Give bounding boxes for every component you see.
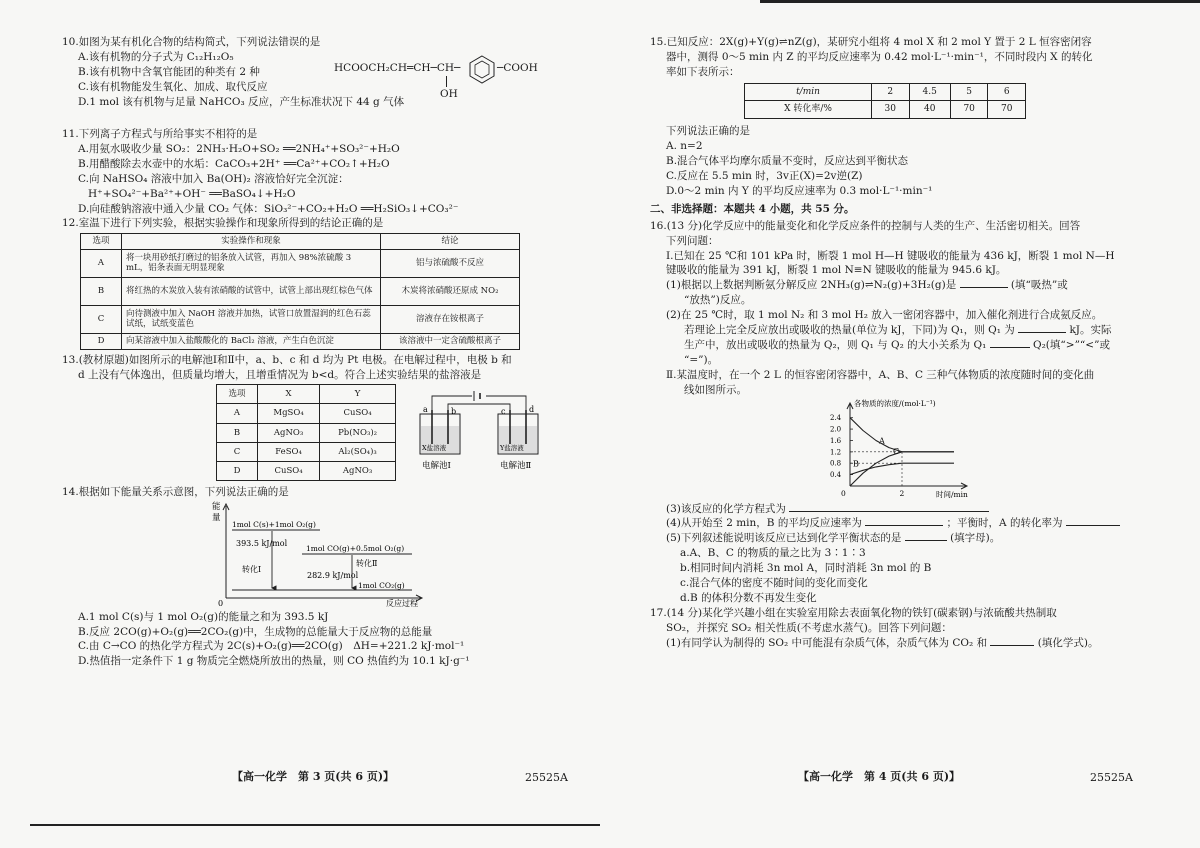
level-co2: 1mol CO₂(g) xyxy=(358,580,405,590)
series-label-c: C xyxy=(893,446,900,456)
q10-structure xyxy=(334,57,564,107)
q16-stem-line2: 下列问题： xyxy=(666,234,719,247)
q13-cell: CuSO₄ xyxy=(320,404,396,423)
q12-cell: C xyxy=(81,305,122,333)
q15-row1-label: t/min xyxy=(745,83,872,101)
q12-stem: 12.室温下进行下列实验，根据实验操作和现象所得到的结论正确的是 xyxy=(62,217,384,230)
page-3-code: 25525A xyxy=(525,771,568,784)
q12-cell: 将一块用砂纸打磨过的铝条放入试管，再加入 98%浓硫酸 3 mL，铝条表面无明显现象 xyxy=(122,249,381,277)
question-16 xyxy=(650,219,1150,606)
electrode-a-label: a xyxy=(423,405,428,415)
q13-stem-line1: 13.(教材原题)如图所示的电解池Ⅰ和Ⅱ中，a、b、c 和 d 均为 Pt 电极。在电解过程中，电极 b 和 xyxy=(62,353,512,366)
q10-structure-oh: OH xyxy=(440,88,458,100)
table-row xyxy=(217,461,396,480)
q15-row2-label: X 转化率/% xyxy=(745,101,872,119)
q13-cell: AgNO₃ xyxy=(258,423,320,442)
q10-structure-main: HCOOCH₂CH═CH─CH─ xyxy=(334,62,461,74)
energy-value-1: 393.5 kJ/mol xyxy=(236,538,288,548)
y-axis-label: 各物质的浓度/(mol·L⁻¹) xyxy=(854,398,936,408)
q16-state-blank[interactable] xyxy=(905,531,947,541)
q13-table xyxy=(216,384,396,480)
q15-cell: 40 xyxy=(909,101,950,119)
q17-sub1 xyxy=(666,636,1150,651)
q12-header-operation: 实验操作和现象 xyxy=(122,234,381,250)
q15-stem-line3: 率如下表所示： xyxy=(666,65,740,78)
cell-2-label: 电解池Ⅱ xyxy=(500,461,532,472)
q10-option-a: A.该有机物的分子式为 C₁₂H₁₂O₅ xyxy=(78,50,234,63)
q13-header-y: Y xyxy=(320,385,396,404)
q15-option-b: B.混合气体平均摩尔质量不变时，反应达到平衡状态 xyxy=(666,155,909,168)
table-row xyxy=(81,333,520,349)
q10-bond-line xyxy=(446,76,447,87)
q15-cell: 30 xyxy=(872,101,910,119)
q16-sub2-compare: 生产中，放出或吸收的热量为 Q₂，则 Q₁ 与 Q₂ 的大小关系为 Q₁ xyxy=(684,338,987,351)
q11-option-c-equation: H⁺+SO₄²⁻+Ba²⁺+OH⁻ ══BaSO₄↓+H₂O xyxy=(88,187,296,200)
q16-sub2-hint: Q₂(填“>”“<”或 xyxy=(1032,338,1110,351)
q12-table xyxy=(80,233,520,349)
q14-option-d: D.热值指一定条件下 1 g 物质完全燃烧所放出的热量，则 CO 热值约为 10.1 kJ·g⁻¹ xyxy=(78,655,470,668)
concentration-chart xyxy=(824,398,984,500)
q16-sub2-line4: “=”)。 xyxy=(684,353,719,366)
q16-sub3 xyxy=(666,502,1150,517)
q16-sub5-hint: (填字母)。 xyxy=(950,532,1001,545)
q16-sub4 xyxy=(666,516,1150,531)
transform-2-label: 转化Ⅱ xyxy=(356,558,378,568)
q10-option-c: C.该有机物能发生氧化、加成、取代反应 xyxy=(78,80,268,93)
energy-axis-label-1: 能 xyxy=(212,501,221,512)
question-17 xyxy=(650,606,1150,651)
series-line-a xyxy=(850,417,954,451)
y-tick-label: 0.4 xyxy=(830,470,842,479)
y-solution-label: Y盐溶液 xyxy=(500,444,524,453)
q13-cell: MgSO₄ xyxy=(258,404,320,423)
q16-sub3-text: (3)该反应的化学方程式为 xyxy=(666,502,786,515)
table-row xyxy=(745,101,1026,119)
table-row xyxy=(81,277,520,305)
q11-option-a: A.用氨水吸收少量 SO₂：2NH₃·H₂O+SO₂ ══2NH₄⁺+SO₃²⁻+H₂O xyxy=(78,142,400,155)
page-3-footer: 【高一化学 第 3 页(共 6 页)】 xyxy=(232,770,395,783)
q16-part2-line2: 线如图所示。 xyxy=(684,383,747,396)
q13-cell: D xyxy=(217,461,258,480)
table-row xyxy=(217,442,396,461)
q11-option-d: D.向硅酸钠溶液中通入少量 CO₂ 气体：SiO₃²⁻+CO₂+H₂O ══H₂SiO₃↓+CO₃²⁻ xyxy=(78,202,459,215)
q16-equation-blank[interactable] xyxy=(789,502,989,512)
q10-option-b: B.该有机物中含氧官能团的种类有 2 种 xyxy=(78,65,260,78)
q17-sub1-text: (1)有同学认为制得的 SO₂ 中可能混有杂质气体，杂质气体为 CO₂ 和 xyxy=(666,636,988,649)
left-bottom-border xyxy=(30,824,600,826)
energy-origin-label: 0 xyxy=(218,598,224,608)
q13-cell: B xyxy=(217,423,258,442)
q11-option-c: C.向 NaHSO₄ 溶液中加入 Ba(OH)₂ 溶液恰好完全沉淀： xyxy=(78,172,349,185)
q12-cell: B xyxy=(81,277,122,305)
q16-sub4-text: (4)从开始至 2 min，B 的平均反应速率为 xyxy=(666,517,862,530)
electrode-b-label: b xyxy=(451,407,457,417)
energy-value-2: 282.9 kJ/mol xyxy=(307,570,359,580)
x-axis-label: 时间/min xyxy=(936,489,968,499)
level-co-o2: 1mol CO(g)+0.5mol O₂(g) xyxy=(306,543,405,553)
q12-cell: D xyxy=(81,333,122,349)
y-tick-label: 0.8 xyxy=(830,459,842,468)
q16-part1-line1: Ⅰ.已知在 25 ℃和 101 kPa 时，断裂 1 mol H—H 键吸收的能量为 436 kJ，断裂 1 mol N—H xyxy=(666,249,1115,262)
q12-cell: 将红热的木炭放入装有浓硝酸的试管中，试管上部出现红棕色气体 xyxy=(122,277,381,305)
right-column xyxy=(650,35,1150,651)
y-tick-label: 2.0 xyxy=(830,425,842,434)
q16-part1-line2: 键吸收的能量为 391 kJ，断裂 1 mol N≡N 键吸收的能量为 945.6 kJ。 xyxy=(666,264,1007,277)
q16-sub1-blank[interactable] xyxy=(960,278,1008,288)
transform-1-label: 转化Ⅰ xyxy=(242,564,262,574)
question-14 xyxy=(62,485,562,670)
q12-cell: 铝与浓硫酸不反应 xyxy=(381,249,520,277)
q17-sub1-hint: (填化学式)。 xyxy=(1037,636,1099,649)
question-11 xyxy=(62,127,562,216)
q16-q1-blank[interactable] xyxy=(1018,323,1066,333)
q14-stem: 14.根据如下能量关系示意图，下列说法正确的是 xyxy=(62,485,289,498)
q13-cell: AgNO₃ xyxy=(320,461,396,480)
question-10 xyxy=(62,35,562,127)
q13-cell: Pb(NO₃)₂ xyxy=(320,423,396,442)
q15-stem-line2: 器中，测得 0～5 min 内 Z 的平均反应速率为 0.42 mol·L⁻¹·min⁻¹，不同时段内 X 的转化 xyxy=(666,50,1093,63)
q17-stem-line2: SO₂，并探究 SO₂ 相关性质(不考虑水蒸气)。回答下列问题： xyxy=(666,621,952,634)
q16-sub4-text2: ；平衡时，A 的转化率为 xyxy=(946,517,1063,530)
q16-sub5 xyxy=(666,531,1150,546)
q16-sub1-text: (1)根据以上数据判断氨分解反应 2NH₃(g)⇌N₂(g)+3H₂(g)是 xyxy=(666,279,957,292)
question-15 xyxy=(650,35,1150,199)
q14-option-c: C.由 C→CO 的热化学方程式为 2C(s)+O₂(g)══2CO(g) ΔH=+221.2 kJ·mol⁻¹ xyxy=(78,640,465,653)
top-border xyxy=(760,0,1200,3)
q12-header-conclusion: 结论 xyxy=(381,234,520,250)
q16-sub5-text: (5)下列叙述能说明该反应已达到化学平衡状态的是 xyxy=(666,532,902,545)
q15-option-c: C.反应在 5.5 min 时，3v正(X)=2v逆(Z) xyxy=(666,169,863,182)
section-2-heading: 二、非选择题：本题共 4 小题，共 55 分。 xyxy=(650,202,855,215)
question-12 xyxy=(62,216,562,349)
q16-sub2-text: 若理论上完全反应放出或吸收的热量(单位为 kJ，下同)为 Q₁，则 Q₁ 为 xyxy=(684,324,1015,337)
q16-stem-line1: 16.(13 分)化学反应中的能量变化和化学反应条件的控制与人类的生产、生活密切相关。回答 xyxy=(650,219,1081,232)
energy-diagram xyxy=(212,500,452,608)
x-solution-label: X盐溶液 xyxy=(422,444,447,453)
q17-stem-line1: 17.(14 分)某化学兴趣小组在实验室用除去表面氧化物的铁钉(碳素钢)与浓硫酸共热制取 xyxy=(650,606,1057,619)
q13-cell: Al₂(SO₄)₃ xyxy=(320,442,396,461)
q13-stem-line2: d 上没有气体逸出，但质量均增大，且增重情况为 b<d。符合上述实验结果的盐溶液是 xyxy=(78,368,482,381)
q15-cell: 70 xyxy=(988,101,1026,119)
q15-option-d: D.0～2 min 内 Y 的平均反应速率为 0.3 mol·L⁻¹·min⁻¹ xyxy=(666,184,933,197)
q13-cell: CuSO₄ xyxy=(258,461,320,480)
table-row xyxy=(217,423,396,442)
q16-sub5-option-b: b.相同时间内消耗 3n mol A，同时消耗 3n mol 的 B xyxy=(680,562,932,575)
q16-conversion-blank[interactable] xyxy=(1066,516,1120,526)
q15-cell: 70 xyxy=(950,101,988,119)
q15-stem-line1: 15.已知反应：2X(g)+Y(g)⇌nZ(g)，某研究小组将 4 mol X 和 2 mol Y 置于 2 L 恒容密闭容 xyxy=(650,36,1092,48)
q16-sub1-hint: (填“吸热”或 xyxy=(1010,279,1068,292)
x-tick-label: 2 xyxy=(899,488,905,498)
q15-cell: 2 xyxy=(872,83,910,101)
table-row xyxy=(81,305,520,333)
level-c-o2: 1mol C(s)+1mol O₂(g) xyxy=(232,519,316,529)
q12-header-option: 选项 xyxy=(81,234,122,250)
q10-option-d: D.1 mol 该有机物与足量 NaHCO₃ 反应，产生标准状况下 44 g 气体 xyxy=(78,95,405,108)
q16-compare-blank[interactable] xyxy=(990,338,1030,348)
q11-stem: 11.下列离子方程式与所给事实不相符的是 xyxy=(62,128,258,140)
q13-cell: FeSO₄ xyxy=(258,442,320,461)
q13-header-option: 选项 xyxy=(217,385,258,404)
q16-sub2-line1: (2)在 25 ℃时，取 1 mol N₂ 和 3 mol H₂ 放入一密闭容器中，加入催化剂进行合成氨反应。 xyxy=(666,309,1103,322)
benzene-ring-icon xyxy=(467,54,497,84)
y-tick-label: 1.6 xyxy=(830,436,842,445)
q16-part2-line1: Ⅱ.某温度时，在一个 2 L 的恒容密闭容器中，A、B、C 三种气体物质的浓度随时间的变化曲 xyxy=(666,368,1095,381)
q15-cell: 6 xyxy=(988,83,1026,101)
q15-cell: 4.5 xyxy=(909,83,950,101)
q14-option-b: B.反应 2CO(g)+O₂(g)══2CO₂(g)中，生成物的总能量大于反应物的总能量 xyxy=(78,625,433,638)
q13-cell: A xyxy=(217,404,258,423)
q12-cell: A xyxy=(81,249,122,277)
electrode-d-label: d xyxy=(529,405,535,415)
q15-cell: 5 xyxy=(950,83,988,101)
q11-option-b: B.用醋酸除去水壶中的水垢：CaCO₃+2H⁺ ══Ca²⁺+CO₂↑+H₂O xyxy=(78,157,390,170)
energy-x-label: 反应过程 xyxy=(386,598,418,608)
q12-cell: 木炭将浓硝酸还原成 NO₂ xyxy=(381,277,520,305)
q16-sub5-option-d: d.B 的体积分数不再发生变化 xyxy=(680,592,817,604)
q17-gas-blank[interactable] xyxy=(990,636,1034,646)
left-column xyxy=(62,35,562,669)
q12-table-header xyxy=(81,234,520,250)
page-4-code: 25525A xyxy=(1090,771,1133,784)
table-row xyxy=(745,83,1026,101)
q13-cell: C xyxy=(217,442,258,461)
cell-1-label: 电解池Ⅰ xyxy=(422,461,451,472)
q12-cell: 该溶液中一定含硫酸根离子 xyxy=(381,333,520,349)
y-tick-label: 1.2 xyxy=(830,447,842,456)
q15-option-a: A. n=2 xyxy=(666,140,703,153)
q16-sub1 xyxy=(666,278,1150,293)
q14-option-a: A.1 mol C(s)与 1 mol O₂(g)的能量之和为 393.5 kJ xyxy=(78,610,329,623)
q12-cell: 向某溶液中加入盐酸酸化的 BaCl₂ 溶液，产生白色沉淀 xyxy=(122,333,381,349)
q16-sub2-unit: kJ。实际 xyxy=(1069,324,1112,337)
q16-rate-blank[interactable] xyxy=(865,516,943,526)
exam-page-4 xyxy=(600,0,1200,848)
q10-stem: 10.如图为某有机化合物的结构简式，下列说法错误的是 xyxy=(62,36,321,48)
q16-sub2-line3 xyxy=(684,338,1150,353)
q16-sub1-cont: “放热”)反应。 xyxy=(684,294,752,307)
q16-sub5-option-c: c.混合气体的密度不随时间的变化而变化 xyxy=(680,577,868,590)
electrolysis-cells-diagram xyxy=(414,384,544,476)
q13-header-x: X xyxy=(258,385,320,404)
question-13 xyxy=(62,353,562,481)
x-tick-label: 0 xyxy=(841,488,846,498)
q10-structure-cooh: ─COOH xyxy=(497,62,538,74)
q15-prompt: 下列说法正确的是 xyxy=(666,125,750,138)
energy-axis-label-2: 量 xyxy=(212,512,221,523)
q13-table-header xyxy=(217,385,396,404)
y-tick-label: 2.4 xyxy=(830,413,842,422)
series-label-b: B xyxy=(853,458,859,468)
q16-sub5-option-a: a.A、B、C 的物质的量之比为 3∶1∶3 xyxy=(680,547,866,560)
q12-cell: 向待测液中加入 NaOH 溶液并加热，试管口放置湿润的红色石蕊试纸，试纸变蓝色 xyxy=(122,305,381,333)
q12-cell: 溶液存在铵根离子 xyxy=(381,305,520,333)
page-4-footer: 【高一化学 第 4 页(共 6 页)】 xyxy=(798,770,961,783)
table-row xyxy=(217,404,396,423)
electrode-c-label: c xyxy=(501,407,506,417)
q16-sub2-line2 xyxy=(684,323,1150,338)
table-row xyxy=(81,249,520,277)
q15-table xyxy=(744,83,1026,120)
series-label-a: A xyxy=(879,436,885,446)
